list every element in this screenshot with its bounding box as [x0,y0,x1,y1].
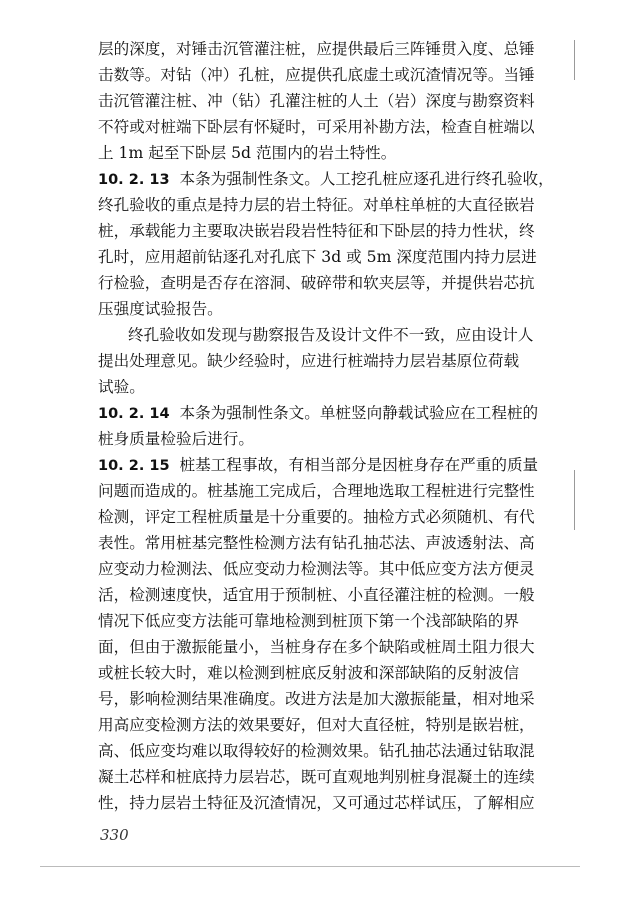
text-line: 性，持力层岩土特征及沉渣情况，又可通过芯样试压，了解相应 [98,794,535,812]
clause-text: 桩基工程事故，有相当部分是因桩身存在严重的质量 [179,456,539,474]
text-line: 面，但由于激振能量小，当桩身存在多个缺陷或桩周土阻力很大 [98,638,535,656]
text-line: 用高应变检测方法的效果要好，但对大直径桩，特别是嵌岩桩， [98,716,535,734]
text-line: 上 1m 起至下卧层 5d 范围内的岩土特性。 [98,144,397,162]
text-line: 情况下低应变方法能可靠地检测到桩顶下第一个浅部缺陷的界 [98,612,520,630]
clause-number: 10. 2. 13 [98,172,170,188]
text-line: 高、低应变均难以取得较好的检测效果。钻孔抽芯法通过钻取混 [98,742,535,760]
text-line: 应变动力检测法、低应变动力检测法等。其中低应变方法方便灵 [98,560,535,578]
text-line: 终孔验收的重点是持力层的岩土特征。对单柱单桩的大直径嵌岩 [98,196,535,214]
text-line: 压强度试验报告。 [98,300,223,318]
text-line: 终孔验收如发现与勘察报告及设计文件不一致，应由设计人 [128,326,534,344]
clause-number: 10. 2. 15 [98,458,170,474]
text-line: 桩身质量检验后进行。 [98,430,254,448]
clause-10-2-13 [98,166,554,192]
text-line: 检测，评定工程桩质量是十分重要的。抽检方式必须随机、有代 [98,508,535,526]
text-line: 不符或对桩端下卧层有怀疑时，可采用补勘方法，检查自桩端以 [98,118,535,136]
text-line: 行检验，查明是否存在溶洞、破碎带和软夹层等，并提供岩芯抗 [98,274,535,292]
text-line: 活，检测速度快，适宜用于预制桩、小直径灌注桩的检测。一般 [98,586,535,604]
text-line: 号，影响检测结果准确度。改进方法是加大激振能量，相对地采 [98,690,535,708]
text-line: 击数等。对钻（冲）孔桩，应提供孔底虚土或沉渣情况等。当锤 [98,66,535,84]
text-line: 凝土芯样和桩底持力层岩芯，既可直观地判别桩身混凝土的连续 [98,768,535,786]
page-number: 330 [100,826,129,844]
text-line: 问题而造成的。桩基施工完成后，合理地选取工程桩进行完整性 [98,482,535,500]
text-line: 提出处理意见。缺少经验时，应进行桩端持力层岩基原位荷载 [98,352,520,370]
scan-edge-line [40,866,580,867]
text-line: 试验。 [98,378,145,396]
text-line: 击沉管灌注桩、冲（钻）孔灌注桩的人土（岩）深度与勘察资料 [98,92,535,110]
text-line: 孔时，应用超前钻逐孔对孔底下 3d 或 5m 深度范围内持力层进 [98,248,537,266]
clause-text: 本条为强制性条文。人工挖孔桩应逐孔进行终孔验收， [179,170,554,188]
scan-margin-mark [574,40,575,80]
text-line: 表性。常用桩基完整性检测方法有钻孔抽芯法、声波透射法、高 [98,534,535,552]
text-line: 桩，承载能力主要取决嵌岩段岩性特征和下卧层的持力性状，终 [98,222,535,240]
text-line: 或桩长较大时，难以检测到桩底反射波和深部缺陷的反射波信 [98,664,520,682]
clause-10-2-15 [98,452,539,478]
clause-text: 本条为强制性条文。单桩竖向静载试验应在工程桩的 [179,404,539,422]
text-line: 层的深度，对锤击沉管灌注桩，应提供最后三阵锤贯入度、总锤 [98,40,535,58]
scan-margin-mark [574,470,575,530]
clause-number: 10. 2. 14 [98,406,170,422]
clause-10-2-14 [98,400,539,426]
